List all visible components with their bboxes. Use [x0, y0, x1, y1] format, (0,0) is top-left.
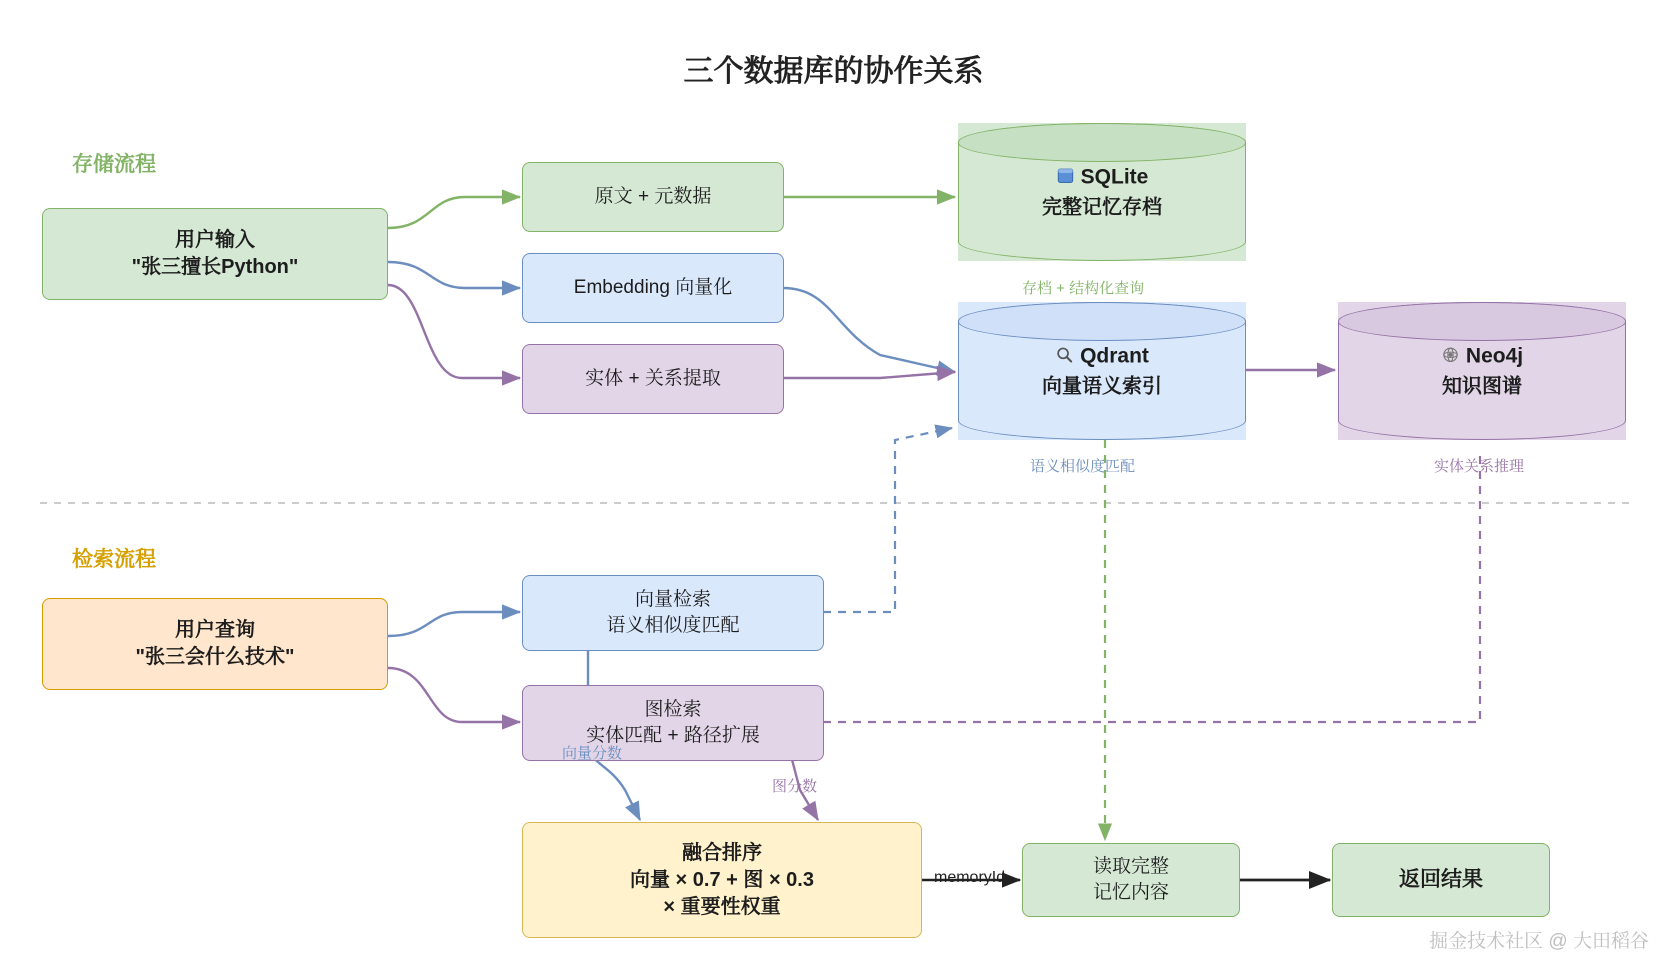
node-user-input-line2: "张三擅长Python": [131, 256, 299, 278]
db-neo4j-top: [1338, 302, 1626, 341]
db-sqlite[interactable]: [958, 123, 1246, 261]
db-qdrant[interactable]: [958, 302, 1246, 440]
db-sqlite-name: SQLite: [1080, 165, 1149, 189]
label-graph-score: 图分数: [772, 778, 818, 795]
node-entity-extraction-label: 实体 + 关系提取: [585, 368, 721, 390]
db-sqlite-text: [958, 162, 1246, 221]
node-read-full-line1: 读取完整: [1092, 856, 1169, 878]
node-user-query-line1: 用户查询: [175, 619, 255, 641]
watermark: [1429, 926, 1649, 953]
db-neo4j[interactable]: [1338, 302, 1626, 440]
node-read-full-memory[interactable]: [1022, 843, 1240, 917]
node-user-input-line1: 用户输入: [175, 229, 255, 251]
node-graph-search-line1: 图检索: [644, 699, 702, 721]
node-embedding[interactable]: [522, 253, 784, 323]
node-return-result[interactable]: [1332, 843, 1550, 917]
section-label-retrieval: 检索流程: [72, 548, 156, 571]
section-label-storage: 存储流程: [72, 153, 156, 176]
node-graph-search-line2: 实体匹配 + 路径扩展: [586, 725, 760, 746]
node-fusion-ranking[interactable]: [522, 822, 922, 938]
node-fusion-line3: × 重要性权重: [663, 895, 781, 918]
db-qdrant-top: [958, 302, 1246, 341]
db-qdrant-desc: 向量语义索引: [1042, 375, 1162, 398]
db-sqlite-desc: 完整记忆存档: [1042, 196, 1162, 219]
db-neo4j-text: [1338, 341, 1626, 400]
db-qdrant-name: Qdrant: [1080, 344, 1149, 368]
node-return-result-label: 返回结果: [1399, 867, 1483, 891]
label-vector-score: 向量分数: [562, 745, 623, 762]
caption-sqlite: 存档 + 结构化查询: [1022, 280, 1145, 297]
graph-icon: [1441, 343, 1460, 372]
db-sqlite-top: [958, 123, 1246, 162]
database-icon: [1056, 164, 1075, 193]
node-fusion-line2: 向量 × 0.7 + 图 × 0.3: [630, 868, 814, 891]
node-entity-extraction[interactable]: [522, 344, 784, 414]
watermark-text: 掘金技术社区 @ 大田稻谷: [1429, 931, 1649, 952]
node-raw-metadata-label: 原文 + 元数据: [594, 186, 712, 208]
label-memory-id: memoryId: [934, 869, 1006, 886]
caption-qdrant: 语义相似度匹配: [1030, 458, 1136, 475]
db-neo4j-name: Neo4j: [1465, 344, 1524, 368]
node-read-full-line2: 记忆内容: [1092, 882, 1169, 903]
node-vector-search-line2: 语义相似度匹配: [606, 615, 740, 636]
node-user-input[interactable]: [42, 208, 388, 300]
node-vector-search[interactable]: [522, 575, 824, 651]
db-qdrant-text: [958, 341, 1246, 400]
caption-neo4j: 实体关系推理: [1434, 458, 1525, 475]
node-user-query-line2: "张三会什么技术": [135, 646, 295, 668]
node-fusion-line1: 融合排序: [682, 841, 762, 864]
node-raw-metadata[interactable]: [522, 162, 784, 232]
node-vector-search-line1: 向量检索: [634, 589, 711, 611]
page-title: 三个数据库的协作关系: [683, 55, 984, 88]
node-embedding-label: Embedding 向量化: [573, 277, 733, 299]
search-icon: [1055, 343, 1074, 372]
db-neo4j-desc: 知识图谱: [1442, 375, 1522, 398]
node-user-query[interactable]: [42, 598, 388, 690]
